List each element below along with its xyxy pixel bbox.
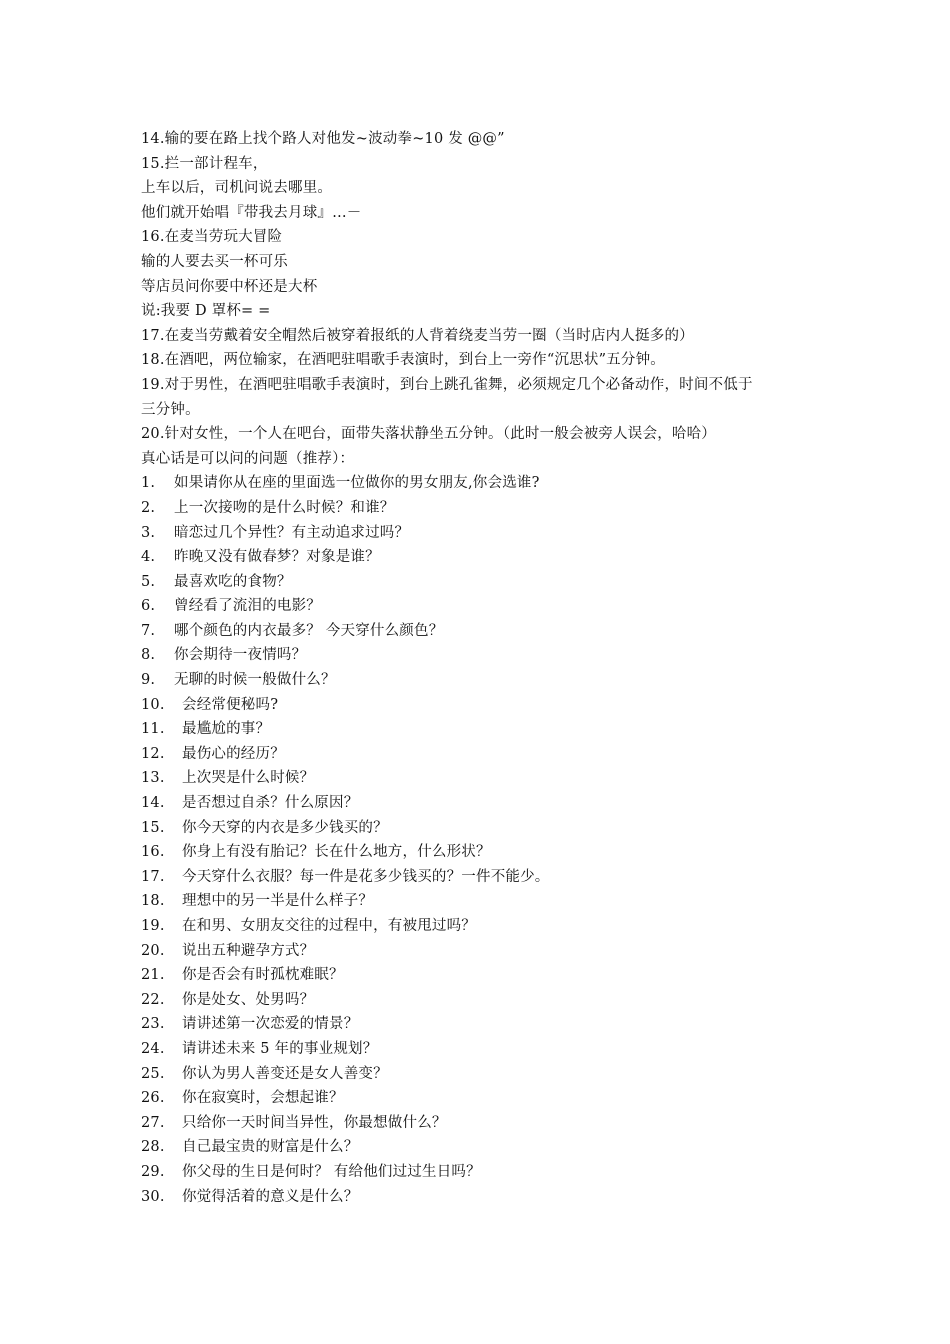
question-text: 只给你一天时间当异性，你最想做什么？	[182, 1114, 447, 1131]
question-item	[141, 988, 821, 1013]
question-number: 5.	[141, 573, 156, 590]
question-number: 7.	[141, 622, 156, 639]
question-text: 上一次接吻的是什么时候？和谁？	[174, 499, 395, 516]
question-text: 你今天穿的内衣是多少钱买的？	[182, 819, 388, 836]
question-text: 你会期待一夜情吗？	[174, 647, 307, 664]
question-text: 曾经看了流泪的电影？	[174, 598, 321, 615]
question-item	[141, 1086, 821, 1111]
question-text: 如果请你从在座的里面选一位做你的男女朋友,你会选谁?	[174, 475, 540, 492]
question-text: 请讲述未来 5 年的事业规划？	[182, 1040, 378, 1057]
question-number: 23.	[141, 1016, 165, 1033]
paragraph-lines	[141, 127, 821, 471]
question-number: 18.	[141, 893, 165, 910]
question-number: 4.	[141, 549, 156, 566]
question-item	[141, 1037, 821, 1062]
question-text: 最伤心的经历？	[182, 745, 285, 762]
document-body	[141, 127, 821, 1209]
truth-questions-list	[141, 471, 821, 1209]
text-line: 他们就开始唱『带我去月球』…－	[141, 204, 362, 221]
question-item	[141, 619, 821, 644]
question-number: 20.	[141, 942, 165, 959]
question-item	[141, 496, 821, 521]
question-number: 26.	[141, 1090, 165, 1107]
question-text: 你是否会有时孤枕难眠？	[182, 967, 344, 984]
question-item	[141, 668, 821, 693]
text-line: 三分钟。	[141, 401, 200, 418]
question-item	[141, 1012, 821, 1037]
question-item	[141, 742, 821, 767]
text-line: 真心话是可以问的问题（推荐）：	[141, 450, 355, 467]
question-number: 24.	[141, 1040, 165, 1057]
text-line: 输的人要去买一杯可乐	[141, 253, 288, 270]
text-line: 20.针对女性，一个人在吧台，面带失落状静坐五分钟。（此时一般会被旁人误会，哈哈）	[141, 426, 717, 443]
question-text: 你认为男人善变还是女人善变？	[182, 1065, 388, 1082]
question-item	[141, 1160, 821, 1185]
question-number: 12.	[141, 745, 165, 762]
question-text: 最尴尬的事？	[182, 721, 271, 738]
question-number: 2.	[141, 499, 156, 516]
question-text: 上次哭是什么时候？	[182, 770, 315, 787]
question-item	[141, 939, 821, 964]
question-text: 请讲述第一次恋爱的情景？	[182, 1016, 359, 1033]
question-number: 3.	[141, 524, 156, 541]
question-number: 16.	[141, 844, 165, 861]
question-number: 30.	[141, 1188, 165, 1205]
question-item	[141, 1185, 821, 1210]
question-number: 13.	[141, 770, 165, 787]
question-number: 19.	[141, 918, 165, 934]
question-text: 会经常便秘吗?	[182, 696, 279, 713]
question-text: 最喜欢吃的食物？	[174, 573, 292, 590]
question-text: 是否想过自杀？什么原因？	[182, 795, 359, 812]
question-number: 21.	[141, 967, 165, 984]
question-number: 9.	[141, 672, 156, 689]
question-number: 8.	[141, 647, 156, 664]
question-number: 29.	[141, 1163, 165, 1180]
question-item	[141, 594, 821, 619]
question-item	[141, 693, 821, 718]
question-item	[141, 570, 821, 595]
question-text: 哪个颜色的内衣最多？ 今天穿什么颜色？	[174, 622, 444, 639]
text-line: 17.在麦当劳戴着安全帽然后被穿着报纸的人背着绕麦当劳一圈（当时店内人挺多的）	[141, 327, 694, 344]
text-line: 等店员问你要中杯还是大杯	[141, 278, 318, 295]
text-line: 18.在酒吧，两位输家，在酒吧驻唱歌手表演时，到台上一旁作“沉思状”五分钟。	[141, 352, 665, 369]
question-item	[141, 791, 821, 816]
question-item	[141, 816, 821, 841]
question-text: 理想中的另一半是什么样子？	[182, 893, 374, 910]
question-item	[141, 1111, 821, 1136]
question-number: 25.	[141, 1065, 165, 1082]
question-item	[141, 545, 821, 570]
question-item	[141, 840, 821, 865]
question-number: 15.	[141, 819, 165, 836]
question-text: 在和男、女朋友交往的过程中，有被甩过吗？	[182, 918, 476, 934]
question-item	[141, 717, 821, 742]
text-line: 14.输的要在路上找个路人对他发~波动拳~10 发 @@”	[141, 131, 505, 147]
question-item	[141, 766, 821, 791]
question-text: 你是处女、处男吗？	[182, 991, 315, 1008]
question-number: 27.	[141, 1114, 165, 1131]
question-item	[141, 865, 821, 890]
question-number: 22.	[141, 991, 165, 1008]
text-line: 16.在麦当劳玩大冒险	[141, 229, 283, 246]
text-line: 15.拦一部计程车，	[141, 155, 268, 172]
question-item	[141, 963, 821, 988]
question-text: 自己最宝贵的财富是什么？	[182, 1139, 359, 1156]
question-number: 10.	[141, 696, 165, 713]
question-number: 14.	[141, 795, 165, 812]
question-number: 6.	[141, 598, 156, 615]
question-text: 昨晚又没有做春梦？对象是谁？	[174, 549, 380, 566]
question-number: 28.	[141, 1139, 165, 1156]
question-text: 你身上有没有胎记？长在什么地方，什么形状？	[182, 844, 491, 861]
question-item	[141, 643, 821, 668]
question-text: 你在寂寞时，会想起谁？	[182, 1090, 344, 1107]
question-number: 11.	[141, 721, 165, 738]
question-text: 暗恋过几个异性？有主动追求过吗？	[174, 524, 410, 541]
question-number: 1.	[141, 475, 156, 492]
question-item	[141, 914, 821, 939]
question-item	[141, 1135, 821, 1160]
question-text: 说出五种避孕方式？	[182, 942, 315, 959]
question-item	[141, 1062, 821, 1087]
text-line: 说:我要 D 罩杯= =	[141, 303, 271, 320]
question-number: 17.	[141, 868, 165, 885]
question-item	[141, 471, 821, 496]
question-item	[141, 889, 821, 914]
question-item	[141, 521, 821, 546]
text-line: 上车以后，司机问说去哪里。	[141, 180, 333, 197]
question-text: 无聊的时候一般做什么？	[174, 672, 336, 689]
question-text: 你觉得活着的意义是什么？	[182, 1188, 359, 1205]
question-text: 今天穿什么衣服？每一件是花多少钱买的？一件不能少。	[182, 868, 550, 885]
question-text: 你父母的生日是何时？ 有给他们过过生日吗？	[182, 1163, 481, 1180]
text-line: 19.对于男性，在酒吧驻唱歌手表演时，到台上跳孔雀舞，必须规定几个必备动作，时间不低于	[141, 376, 753, 393]
